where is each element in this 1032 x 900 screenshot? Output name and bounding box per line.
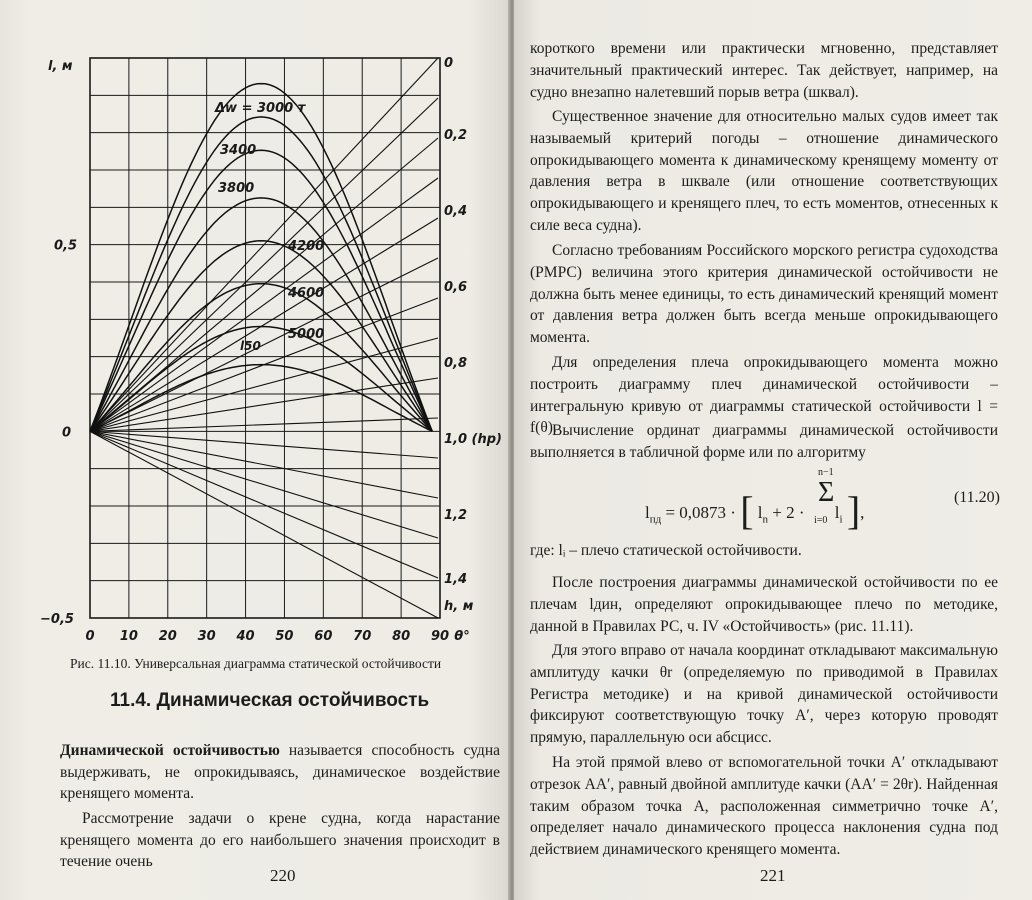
- x-tick-label: 60: [314, 629, 333, 644]
- left-axis-label: l, м: [48, 59, 73, 74]
- curve-label: 4200: [288, 239, 325, 254]
- defined-term: Динамической остойчивостью: [60, 742, 280, 759]
- page-number-right: 221: [760, 866, 786, 885]
- metacentric-ray: [90, 418, 438, 431]
- paragraph-dynamic-diagram: Для определения плеча опрокидывающего момента можно построить диаграмму плеч динамической остойчивости – интегральную кривую от диаграммы статической остойчивости l = f(θ).: [530, 354, 998, 437]
- x-tick-label: 30: [197, 629, 216, 644]
- paragraph-segment: На этой прямой влево от вспомогательной точки A′ откладывают отрезок AA′, равный двойной амплитуде качки (AA′ = 2θr). Найденная таким образом точка A, расположенная симметрично точке A′, определяет начало динамического процесса наклонения судна под действием динамического кренящего момента.: [530, 754, 998, 859]
- sigma-icon: Σ: [818, 477, 835, 508]
- x-tick-label: 20: [158, 629, 177, 644]
- curve-label: 5000: [288, 327, 325, 342]
- metacentric-ray: [90, 218, 438, 431]
- curve-label: Δw = 3000 т: [215, 101, 306, 116]
- metacentric-ray: [90, 98, 438, 431]
- x-tick-label: 0: [85, 629, 95, 644]
- formula-number: (11.20): [953, 489, 1000, 506]
- section-heading: 11.4. Динамическая остойчивость: [110, 690, 430, 711]
- left-tick-label: 0,5: [54, 238, 78, 254]
- metacentric-ray: [90, 431, 438, 618]
- x-tick-label: 90: [430, 629, 450, 644]
- paragraph-intro: Рассмотрение задачи о крене судна, когда нарастание кренящего момента до его наибольшего значения происходит в течение очень: [60, 810, 500, 870]
- chart-labels: [40, 56, 502, 644]
- x-tick-label: 70: [353, 629, 372, 644]
- stability-curve: [90, 365, 432, 432]
- paragraph-algorithm: Вычисление ординат диаграммы динамической остойчивости выполняется в табличной форме или по алгоритму: [530, 422, 998, 461]
- paragraph-definition: [60, 740, 500, 805]
- paragraph-weather-criterion: Существенное значение для относительно малых судов имеет так называемый критерий погоды – отношение динамического опрокидывающего момента к динамическому кренящему моменту от давления ветра в шквале (или отношение соответствующих опрокидывающего и кренящего плеч, то есть моментов, отнесенных к силе веса судна).: [530, 108, 998, 234]
- stability-diagram: [40, 40, 502, 650]
- chart-curves: [90, 84, 432, 432]
- metacentric-ray: [90, 431, 438, 498]
- metacentric-ray: [90, 431, 438, 458]
- right-tick-label: 0: [444, 56, 454, 71]
- right-tick-label: 0,8: [444, 356, 468, 371]
- paragraph-continued: короткого времени или практически мгновенно, представляет значительный практический интерес. Так действует, например, на судно внезапно налетевший порыв ветра (шквал).: [530, 40, 998, 101]
- metacentric-ray: [90, 138, 438, 431]
- stability-curve: [90, 198, 432, 431]
- x-tick-label: 40: [236, 629, 255, 644]
- curve-label: 3800: [218, 181, 255, 196]
- x-tick-label: 80: [392, 629, 411, 644]
- x-tick-label: θ°: [454, 629, 470, 644]
- formula-body: $l_{пд} = 0,0873$ · [ $l_n + 2 \cdot l_i$ ],: [645, 488, 865, 533]
- metacentric-ray: [90, 431, 438, 578]
- sigma-lower-limit: i=0: [814, 515, 828, 526]
- right-tick-label: 0,2: [444, 128, 468, 143]
- right-tick-label: 1,4: [444, 572, 468, 587]
- right-tick-label: 0,6: [444, 280, 468, 295]
- paragraph-where: где: lᵢ – плечо статической остойчивости.: [530, 542, 802, 559]
- chart-grid: [90, 58, 440, 618]
- paragraph-method: Для этого вправо от начала координат откладывают максимальную амплитуду качки θr (определяемую по приводимой в Правилах Регистра методике) и на кривой динамической остойчивости фиксируют соответствующую точку A′, через которую проводят прямую, параллельную оси абсцисс.: [530, 642, 998, 747]
- curve-label: 4600: [288, 286, 325, 301]
- curve-label: l50: [240, 339, 261, 353]
- metacentric-ray: [90, 431, 438, 538]
- left-page: [0, 0, 510, 900]
- sigma-upper-limit: n−1: [818, 467, 834, 478]
- chart-rays: [90, 58, 438, 618]
- x-tick-label: 10: [119, 629, 138, 644]
- stability-curve: [90, 117, 432, 431]
- formula-11-20: [600, 467, 1000, 535]
- page-number-left: 220: [270, 866, 296, 885]
- paragraph-rmrs: Согласно требованиям Российского морского регистра судоходства (РМРС) величина этого критерия динамической остойчивости не должна быть менее единицы, то есть динамический кренящий момент от давления ветра должен быть всегда меньше опрокидывающего момента.: [530, 242, 998, 347]
- plot-frame: [90, 58, 440, 618]
- right-tick-label: 1,2: [444, 508, 468, 523]
- stability-curve: [90, 327, 432, 432]
- right-axis-label: h, м: [444, 599, 474, 614]
- x-tick-label: 50: [275, 629, 294, 644]
- right-tick-label: 1,0 (hp): [444, 432, 502, 447]
- definition-text: называется способность судна выдерживать, не опрокидываясь, динамическое воздействие кренящего момента.: [60, 742, 500, 802]
- paragraph-after-construction: После построения диаграммы динамической остойчивости по ее плечам lдин, определяют опрокидывающее плечо по методике, данной в Правилах РС, ч. IV «Остойчивость» (рис. 11.11).: [530, 574, 998, 635]
- curve-label: 3400: [220, 143, 257, 158]
- left-tick-label: −0,5: [40, 612, 74, 627]
- stability-curve: [90, 84, 432, 432]
- right-tick-label: 0,4: [444, 204, 468, 219]
- left-tick-label: 0: [62, 425, 72, 441]
- figure-caption: Рис. 11.10. Универсальная диаграмма статической остойчивости: [70, 656, 442, 671]
- metacentric-ray: [90, 298, 438, 431]
